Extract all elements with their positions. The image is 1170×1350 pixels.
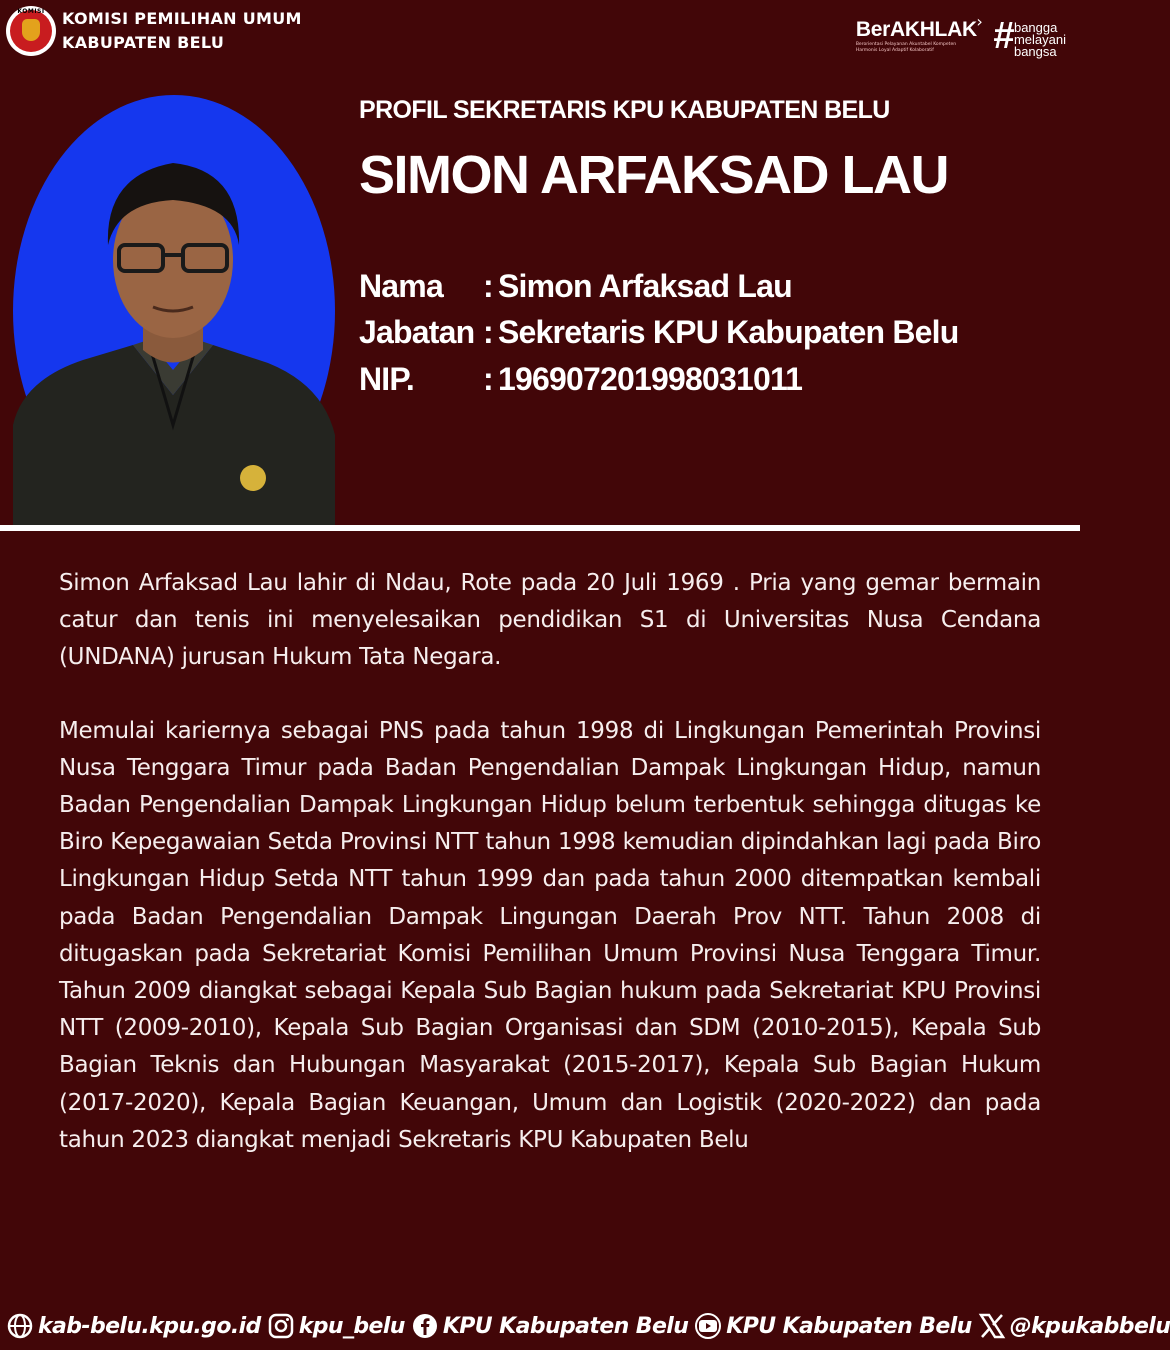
field-separator: : — [483, 360, 493, 397]
brand-logos — [855, 12, 1066, 59]
globe-icon — [6, 1312, 34, 1340]
biography — [59, 565, 1041, 1159]
profile-name-heading: SIMON ARFAKSAD LAU — [359, 145, 948, 205]
field-separator: : — [483, 267, 493, 304]
hashtag-icon: # — [992, 15, 1014, 57]
instagram-icon — [267, 1312, 295, 1340]
org-header — [6, 6, 302, 56]
youtube-link[interactable] — [694, 1312, 971, 1340]
kpu-logo: KOMISI — [6, 6, 56, 56]
x-icon — [978, 1312, 1006, 1340]
berakhlak-wordmark: BerAKHLAK — [855, 18, 977, 41]
chevron-right-icon: › — [976, 12, 983, 31]
footer-social-bar — [0, 1302, 1170, 1350]
facebook-icon — [411, 1312, 439, 1340]
field-separator: : — [483, 314, 493, 351]
x-text: @kpukabbelu — [1009, 1313, 1170, 1339]
bangga-melayani-logo — [992, 15, 1066, 59]
tag-line3: bangsa — [1013, 44, 1057, 59]
website-link[interactable] — [6, 1312, 261, 1340]
youtube-text: KPU Kabupaten Belu — [726, 1313, 972, 1339]
field-value: Simon Arfaksad Lau — [498, 267, 792, 304]
instagram-text: kpu_belu — [298, 1313, 405, 1339]
profile-photo — [13, 95, 335, 527]
org-name-line1: KOMISI PEMILIHAN UMUM — [62, 9, 302, 28]
field-jabatan — [359, 310, 959, 357]
profile-title: PROFIL SEKRETARIS KPU KABUPATEN BELU — [359, 96, 890, 124]
bio-paragraph-1: Simon Arfaksad Lau lahir di Ndau, Rote pada 20 Juli 1969 . Pria yang gemar bermain catur dan tenis ini menyelesaikan pendidikan S1 di Universitas Nusa Cendana (UNDANA) jurusan Hukum Tata Negara. — [59, 570, 1041, 671]
tag-line2: melayani — [1013, 32, 1066, 47]
youtube-icon — [694, 1312, 722, 1340]
org-name-line2: KABUPATEN BELU — [62, 33, 225, 52]
field-nama — [359, 263, 959, 310]
portrait-illustration — [13, 95, 335, 527]
field-label: NIP. — [359, 360, 414, 397]
bio-paragraph-2: Memulai kariernya sebagai PNS pada tahun 1998 di Lingkungan Pemerintah Provinsi Nusa Tenggara Timur pada Badan Pengendalian Dampak Lingkungan Hidup, namun Badan Pengendalian Dampak Lingkungan Hidup belum terbentuk sehingga ditugas ke Biro Kepegawaian Setda Provinsi NTT tahun 1998 kemudian dipindahkan lagi pada Biro Lingkungan Hidup Setda NTT tahun 1999 dan pada tahun 2000 ditempatkan kembali pada Badan Pengendalian Dampak Lingungan Daerah Prov NTT. Tahun 2008 di ditugaskan pada Sekretariat Komisi Pemilihan Umum Provinsi Nusa Tenggara Timur. Tahun 2009 diangkat sebagai Kepala Sub Bagian hukum pada Sekretariat KPU Provinsi NTT (2009-2010), Kepala Sub Bagian Organisasi dan SDM (2010-2015), Kepala Sub Bagian Teknis dan Hubungan Masyarakat (2015-2017), Kepala Sub Bagian Hukum (2017-2020), Kepala Bagian Keuangan, Umum dan Logistik (2020-2022) dan pada tahun 2023 diangkat menjadi Sekretaris KPU Kabupaten Belu — [59, 717, 1041, 1153]
field-label: Jabatan — [359, 314, 475, 351]
profile-header — [359, 96, 948, 204]
org-name — [62, 7, 302, 55]
field-value: Sekretaris KPU Kabupaten Belu — [498, 314, 959, 351]
website-text: kab-belu.kpu.go.id — [38, 1313, 261, 1339]
tag-line1: bangga — [1013, 20, 1058, 35]
field-value: 196907201998031011 — [498, 360, 803, 397]
field-nip — [359, 356, 959, 403]
berakhlak-subtitle: Berorientasi Pelayanan Akuntabel Kompeten Harmonis Loyal Adaptif Kolaboratif — [855, 42, 957, 53]
profile-fields — [359, 263, 959, 403]
x-link[interactable] — [978, 1312, 1170, 1340]
divider — [0, 525, 1080, 531]
berakhlak-logo — [855, 12, 983, 54]
facebook-link[interactable] — [411, 1312, 688, 1340]
instagram-link[interactable] — [267, 1312, 405, 1340]
field-label: Nama — [359, 267, 443, 304]
facebook-text: KPU Kabupaten Belu — [442, 1313, 689, 1339]
